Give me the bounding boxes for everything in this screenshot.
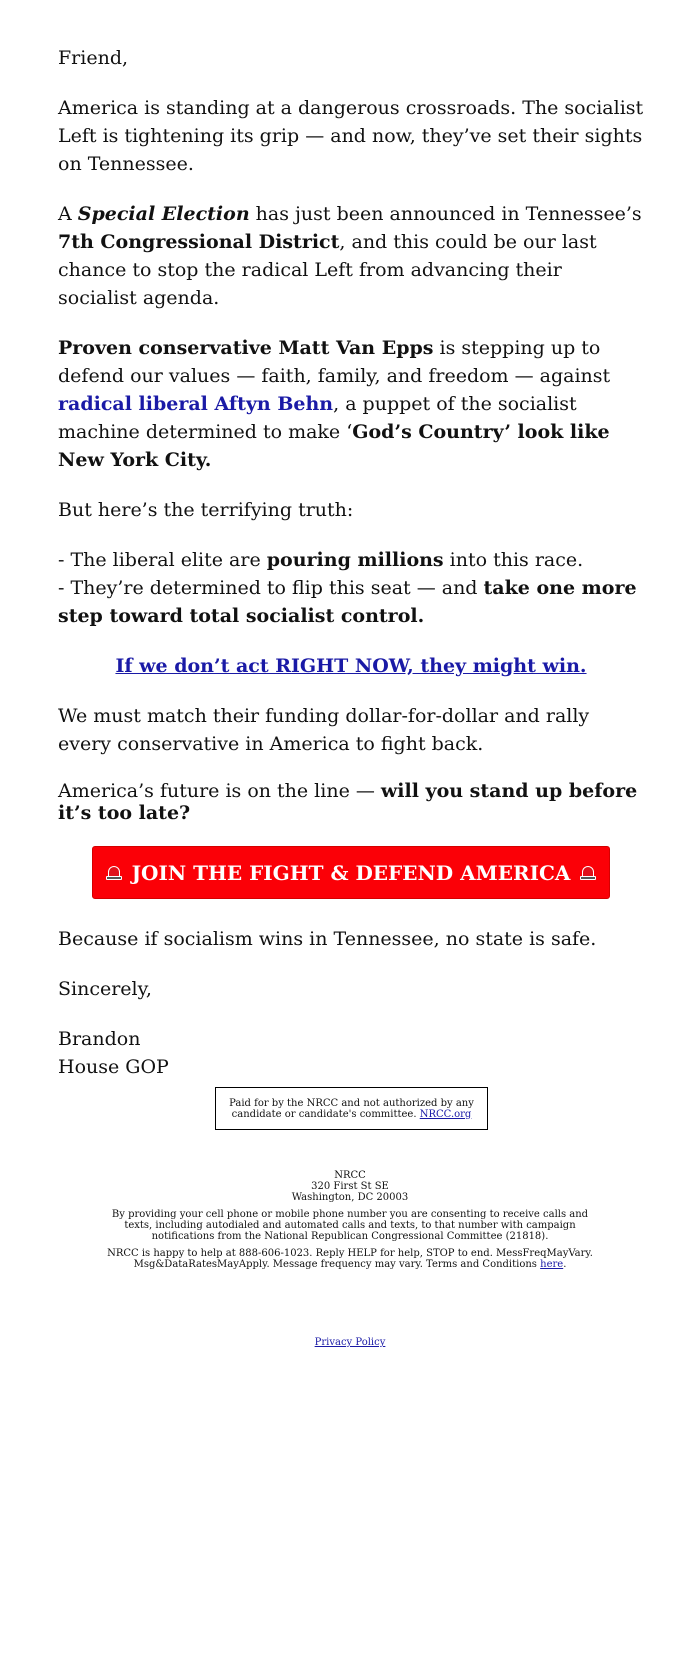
siren-icon (580, 864, 596, 881)
special-election-emphasis: Special Election (77, 203, 250, 225)
urgent-paragraph (58, 652, 644, 680)
footer-legal (0, 1209, 700, 1270)
signature (58, 1025, 644, 1081)
footer-privacy (0, 1337, 700, 1348)
paragraph-crossroads: America is standing at a dangerous crossroads. The socialist Left is tightening its grip — and now, they’ve set their sights on Tennessee. (58, 97, 644, 175)
greeting: Friend, (58, 47, 129, 69)
paragraph-question: America’s future is on the line — will you stand up before it’s too late? (58, 780, 638, 824)
consent-text: By providing your cell phone or mobile phone number you are consenting to receive calls and texts, including autodialed and automated calls and texts, to that number with campaign notifications from the National Republican Congressional Committee (21818). (111, 1209, 589, 1242)
quote-emphasis: God’s Country’ look like New York City. (58, 421, 610, 471)
paragraph-truth: But here’s the terrifying truth: (58, 499, 354, 521)
cta-container (58, 846, 644, 899)
cta-label: JOIN THE FIGHT & DEFEND AMERICA (131, 860, 571, 885)
privacy-policy-link[interactable]: Privacy Policy (314, 1337, 386, 1348)
siren-icon (106, 864, 122, 881)
opponent-emphasis: radical liberal Aftyn Behn (58, 393, 334, 415)
signer-name: Brandon (58, 1028, 141, 1050)
signer-org: House GOP (58, 1056, 169, 1078)
join-the-fight-button[interactable] (92, 846, 610, 899)
candidate-emphasis: Proven conservative Matt Van Epps (58, 337, 434, 359)
help-text: NRCC is happy to help at 888-606-1023. Reply HELP for help, STOP to end. MessFreqMayVary. Msg&DataRatesMayApply. Message frequency may vary. Terms and Conditions here. (107, 1248, 593, 1270)
paragraph-candidate: Proven conservative Matt Van Epps is stepping up to defend our values — faith, family, and freedom — against radical liberal Aftyn Behn, a puppet of the socialist machine determined to make ‘God’s Country’ look like New York City. (58, 337, 611, 471)
closing: Sincerely, (58, 978, 152, 1000)
paragraph-special-election: A Special Election has just been announced in Tennessee’s 7th Congressional District, and this could be our last chance to stop the radical Left from advancing their socialist agenda. (58, 203, 642, 309)
email-body (58, 44, 644, 1103)
district-emphasis: 7th Congressional District (58, 231, 340, 253)
paragraph-bullets: - The liberal elite are pouring millions into this race. - They’re determined to flip this seat — and take one more step toward total socialist control. (58, 549, 637, 627)
org-name: NRCC (334, 1170, 366, 1181)
footer-address (0, 1170, 700, 1203)
paid-for-disclaimer: Paid for by the NRCC and not authorized by any candidate or candidate's committee. NRCC.org (215, 1087, 488, 1130)
terms-link[interactable]: here (540, 1259, 564, 1270)
urgent-donate-link[interactable]: If we don’t act RIGHT NOW, they might win. (115, 655, 587, 677)
paragraph-match-funding: We must match their funding dollar-for-dollar and rally every conservative in America to fight back. (58, 705, 590, 755)
address-line-1: 320 First St SE (311, 1181, 389, 1192)
nrcc-org-link[interactable]: NRCC.org (419, 1108, 472, 1120)
paragraph-no-state-safe: Because if socialism wins in Tennessee, no state is safe. (58, 928, 597, 950)
address-line-2: Washington, DC 20003 (291, 1192, 409, 1203)
